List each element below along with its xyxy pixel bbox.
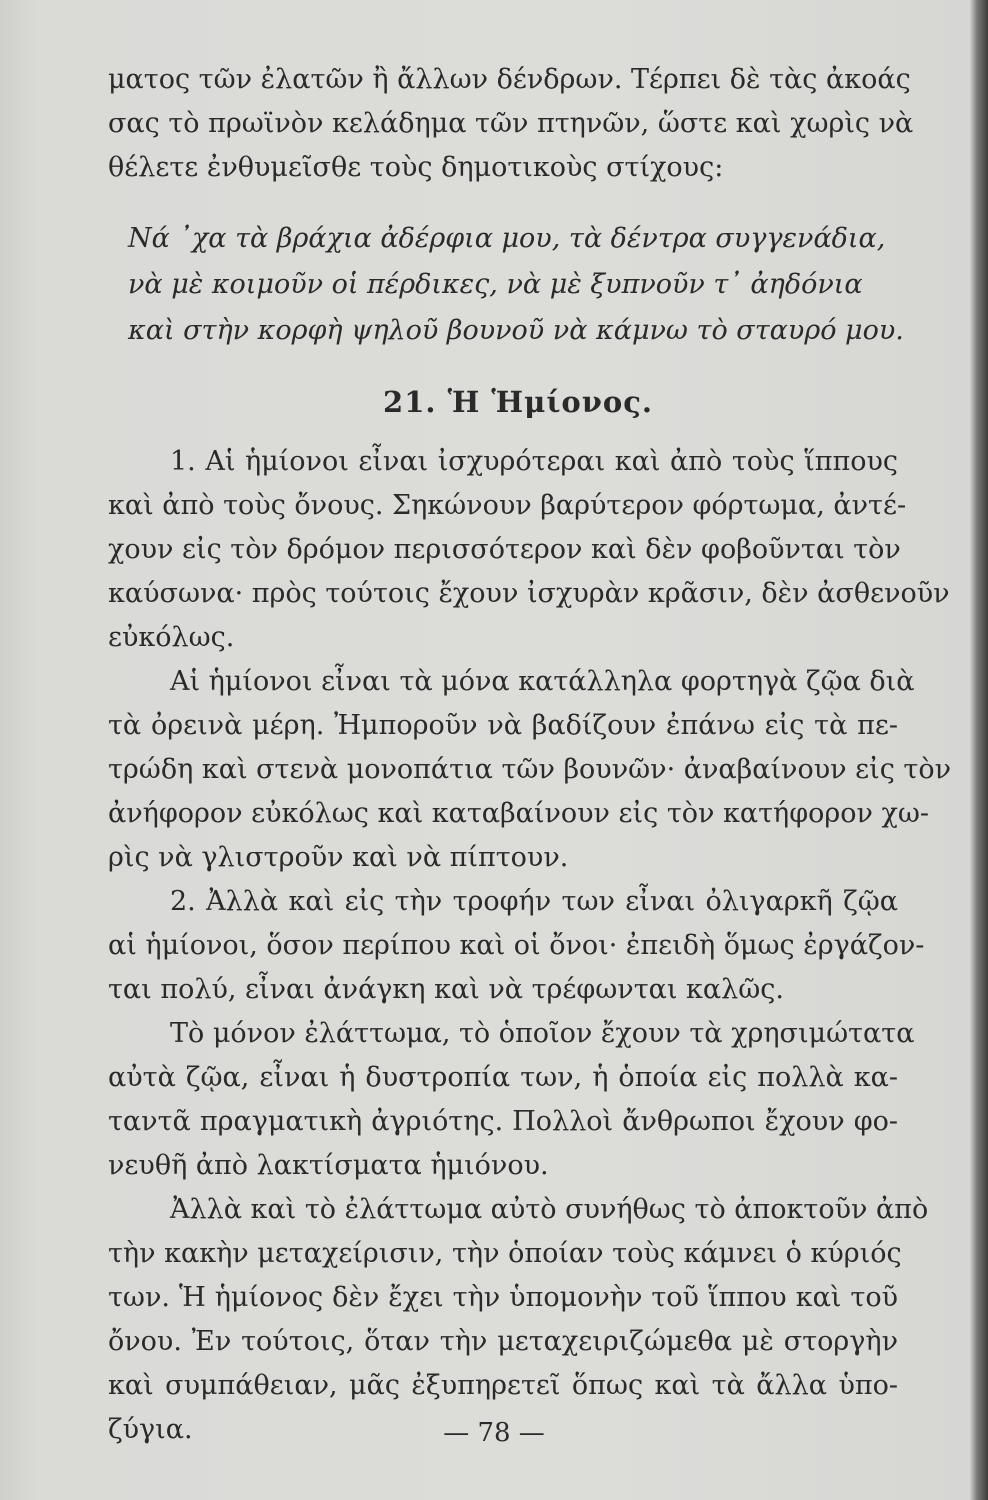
text-line: ἀνήφορον εὐκόλως καὶ καταβαίνουν εἰς τὸν κατήφορον χω- bbox=[108, 798, 930, 829]
text-line: θέλετε ἐνθυμεῖσθε τοὺς δημοτικοὺς στίχους: bbox=[108, 152, 724, 183]
text-line: εὐκόλως. bbox=[108, 622, 235, 653]
text-line: καύσωνα· πρὸς τούτοις ἔχουν ἰσχυρὰν κρᾶσιν, δὲν ἀσθενοῦν bbox=[108, 578, 950, 609]
poem-line: καὶ στὴν κορφὴ ψηλοῦ βουνοῦ νὰ κάμνω τὸ σταυρό μου. bbox=[128, 315, 904, 346]
text-line: των. Ἡ ἡμίονος δὲν ἔχει τὴν ὑπομονὴν τοῦ ἵππου καὶ τοῦ bbox=[108, 1282, 898, 1313]
section-heading: 21. Ἡ Ἡμίονος. bbox=[383, 385, 653, 419]
text-line: ταντᾶ πραγματικὴ ἀγριότης. Πολλοὶ ἄνθρωποι ἔχουν φο- bbox=[108, 1106, 898, 1137]
page-text bbox=[108, 58, 951, 1452]
text-line: τὴν κακὴν μεταχείρισιν, τὴν ὁποίαν τοὺς κάμνει ὁ κύριός bbox=[108, 1238, 902, 1269]
text-line: χουν εἰς τὸν δρόμον περισσότερον καὶ δὲν φοβοῦνται τὸν bbox=[108, 534, 901, 565]
text-line: ζύγια. bbox=[108, 1414, 193, 1445]
text-line: σας τὸ πρωϊνὸν κελάδημα τῶν πτηνῶν, ὥστε καὶ χωρὶς νὰ bbox=[108, 108, 914, 139]
spacer bbox=[108, 190, 898, 216]
text-line: καὶ συμπάθειαν, μᾶς ἐξυπηρετεῖ ὅπως καὶ τὰ ἄλλα ὑπο- bbox=[108, 1370, 898, 1401]
poem-line: νὰ μὲ κοιμοῦν οἱ πέρδικες, νὰ μὲ ξυπνοῦν τ᾽ ἀηδόνια bbox=[128, 269, 863, 300]
page-binding-edge bbox=[970, 0, 988, 1500]
poem-line: Νά ᾽χα τὰ βράχια ἀδέρφια μου, τὰ δέντρα συγγενάδια, bbox=[128, 223, 886, 254]
page-number: — 78 — bbox=[443, 1418, 545, 1448]
text-line: αὐτὰ ζῷα, εἶναι ἡ δυστροπία των, ἡ ὁποία εἰς πολλὰ κα- bbox=[108, 1062, 898, 1093]
text-line: ρὶς νὰ γλιστροῦν καὶ νὰ πίπτουν. bbox=[108, 842, 569, 873]
poem-verse bbox=[108, 216, 904, 354]
text-line: νευθῆ ἀπὸ λακτίσματα ἡμιόνου. bbox=[108, 1150, 549, 1181]
text-line: τὰ ὀρεινὰ μέρη. Ἠμποροῦν νὰ βαδίζουν ἐπάνω εἰς τὰ πε- bbox=[108, 710, 898, 741]
text-line: ὄνου. Ἐν τούτοις, ὅταν τὴν μεταχειριζώμεθα μὲ στοργὴν bbox=[108, 1326, 898, 1357]
text-line: ματος τῶν ἐλατῶν ἢ ἄλλων δένδρων. Τέρπει δὲ τὰς ἀκοάς bbox=[108, 64, 911, 95]
text-line: τρώδη καὶ στενὰ μονοπάτια τῶν βουνῶν· ἀναβαίνουν εἰς τὸν bbox=[108, 754, 951, 785]
text-line: καὶ ἀπὸ τοὺς ὄνους. Σηκώνουν βαρύτερον φόρτωμα, ἀντέ- bbox=[108, 490, 907, 521]
text-line: 2. Ἀλλὰ καὶ εἰς τὴν τροφήν των εἶναι ὀλιγαρκῆ ζῷα bbox=[170, 886, 898, 917]
text-line: ται πολύ, εἶναι ἀνάγκη καὶ νὰ τρέφωνται καλῶς. bbox=[108, 974, 784, 1005]
text-line: Αἱ ἡμίονοι εἶναι τὰ μόνα κατάλληλα φορτηγὰ ζῷα διὰ bbox=[170, 666, 915, 697]
text-line: Τὸ μόνον ἐλάττωμα, τὸ ὁποῖον ἔχουν τὰ χρησιμώτατα bbox=[170, 1018, 915, 1049]
text-line: 1. Αἱ ἡμίονοι εἶναι ἰσχυρότεραι καὶ ἀπὸ τοὺς ἵππους bbox=[170, 446, 898, 477]
text-line: αἱ ἡμίονοι, ὅσον περίπου καὶ οἱ ὄνοι· ἐπειδὴ ὅμως ἐργάζον- bbox=[108, 930, 925, 961]
text-line: Ἀλλὰ καὶ τὸ ἐλάττωμα αὐτὸ συνήθως τὸ ἀποκτοῦν ἀπὸ bbox=[170, 1194, 929, 1225]
